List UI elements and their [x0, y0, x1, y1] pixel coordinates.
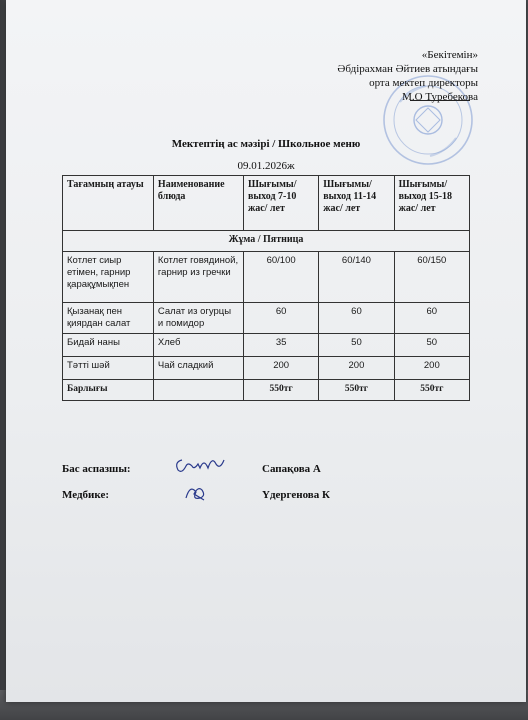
cell-dish-ru: Чай сладкий — [153, 357, 243, 380]
menu-date: 09.01.2026ж — [237, 160, 295, 172]
day-row — [63, 231, 470, 252]
cell-output-11-14: 200 — [319, 357, 394, 380]
header-output-11-14: Шығымы/ выход 11-14 жас/ лет — [319, 176, 394, 231]
table-row — [63, 357, 470, 380]
total-empty-cell — [153, 380, 243, 401]
nurse-signature-icon — [180, 480, 214, 504]
approval-director: М.О Туребекова — [402, 91, 478, 103]
cell-output-15-18: 50 — [394, 334, 469, 357]
cell-output-7-10: 60 — [243, 303, 318, 334]
approval-position: орта мектеп директоры — [369, 77, 478, 89]
cell-dish-ru: Хлеб — [153, 334, 243, 357]
director-signature-line — [410, 100, 470, 101]
cell-output-7-10: 60/100 — [243, 252, 318, 303]
cell-output-15-18: 60 — [394, 303, 469, 334]
cell-output-15-18: 60/150 — [394, 252, 469, 303]
cell-output-11-14: 50 — [319, 334, 394, 357]
total-7-10: 550тг — [243, 380, 318, 401]
cell-dish-ru: Салат из огурцы и помидор — [153, 303, 243, 334]
table-header-row — [63, 176, 470, 231]
cell-dish-kz: Котлет сиыр етімен, гарнир қарақұмықпен — [63, 252, 154, 303]
menu-title: Мектептің ас мәзірі / Школьное меню — [171, 138, 361, 150]
cell-dish-kz: Тәтті шәй — [63, 357, 154, 380]
header-output-7-10: Шығымы/ выход 7-10 жас/ лет — [243, 176, 318, 231]
cell-dish-ru: Котлет говядиной, гарнир из гречки — [153, 252, 243, 303]
cell-output-7-10: 200 — [243, 357, 318, 380]
cell-output-7-10: 35 — [243, 334, 318, 357]
approval-block — [258, 48, 478, 104]
cook-label: Бас аспазшы: — [62, 463, 131, 475]
menu-table — [62, 175, 470, 401]
table-row — [63, 303, 470, 334]
document-page — [6, 0, 526, 702]
cell-dish-kz: Қызанақ пен қиярдан салат — [63, 303, 154, 334]
table-row — [63, 334, 470, 357]
header-output-15-18: Шығымы/ выход 15-18 жас/ лет — [394, 176, 469, 231]
nurse-label: Медбике: — [62, 489, 109, 501]
total-row — [63, 380, 470, 401]
total-15-18: 550тг — [394, 380, 469, 401]
header-dish-kz: Тағамның атауы — [63, 176, 154, 231]
cook-signature-icon — [172, 452, 232, 476]
approval-heading: «Бекітемін» — [421, 49, 478, 61]
approval-school: Әбдірахман Әйтиев атындағы — [337, 63, 478, 75]
total-11-14: 550тг — [319, 380, 394, 401]
cook-name: Сапақова А — [262, 463, 321, 475]
day-label: Жұма / Пятница — [63, 231, 470, 252]
cell-output-11-14: 60 — [319, 303, 394, 334]
header-dish-ru: Наименование блюда — [153, 176, 243, 231]
nurse-name: Үдергенова К — [262, 489, 330, 501]
cell-output-15-18: 200 — [394, 357, 469, 380]
table-row — [63, 252, 470, 303]
cell-output-11-14: 60/140 — [319, 252, 394, 303]
cell-dish-kz: Бидай наны — [63, 334, 154, 357]
total-label: Барлығы — [63, 380, 154, 401]
